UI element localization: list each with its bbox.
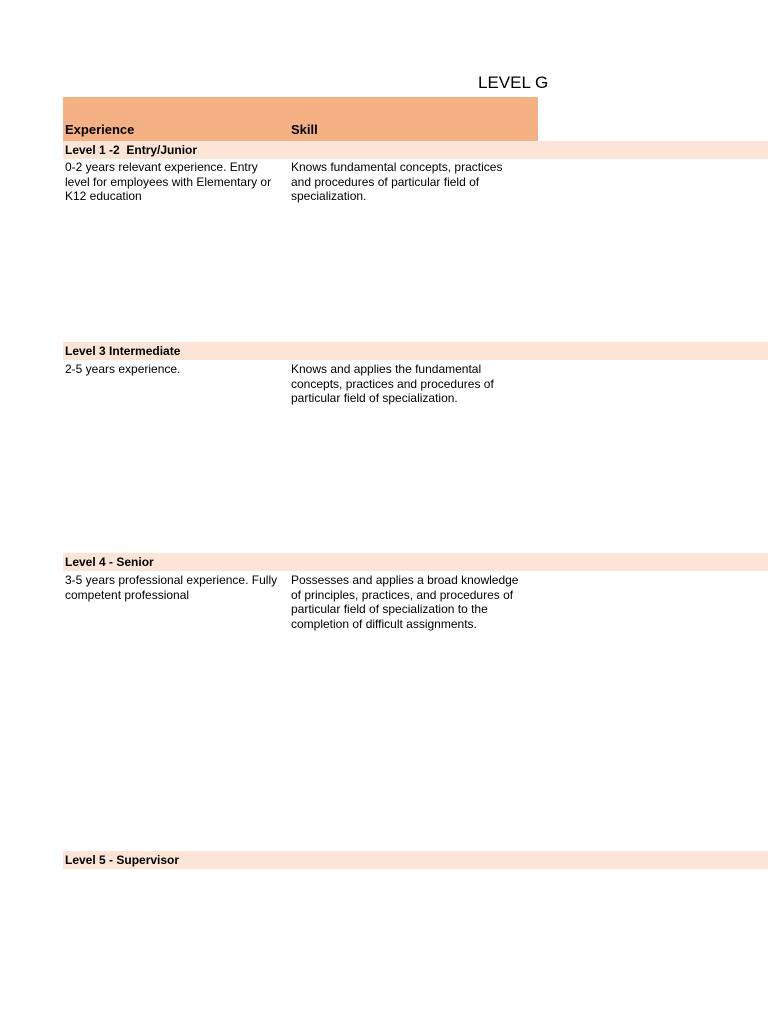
level-label: Level 5 - Supervisor xyxy=(65,853,180,867)
experience-cell: 3-5 years professional experience. Fully competent professional xyxy=(65,573,278,602)
skill-column-header: Skill xyxy=(291,122,318,137)
level-row xyxy=(63,553,768,571)
level-label: Level 3 Intermediate xyxy=(65,344,181,358)
page-title: LEVEL G xyxy=(478,73,549,92)
skill-cell: Knows fundamental concepts, practices and procedures of particular field of specialization. xyxy=(291,160,503,204)
level-row xyxy=(63,851,768,869)
level-row xyxy=(63,141,768,159)
level-label: Level 4 - Senior xyxy=(65,555,154,569)
level-row xyxy=(63,342,768,360)
experience-column-header: Experience xyxy=(65,122,135,137)
experience-cell: 0-2 years relevant experience. Entry level for employees with Elementary or K12 education xyxy=(65,160,272,204)
experience-cell: 2-5 years experience. xyxy=(65,362,181,376)
level-label: Level 1 -2 Entry/Junior xyxy=(65,143,198,157)
skill-cell: Knows and applies the fundamental concepts, practices and procedures of particular field of specialization. xyxy=(291,362,494,406)
skill-cell: Possesses and applies a broad knowledge of principles, practices, and procedures of particular field of specialization to the completion of difficult assignments. xyxy=(291,573,519,631)
